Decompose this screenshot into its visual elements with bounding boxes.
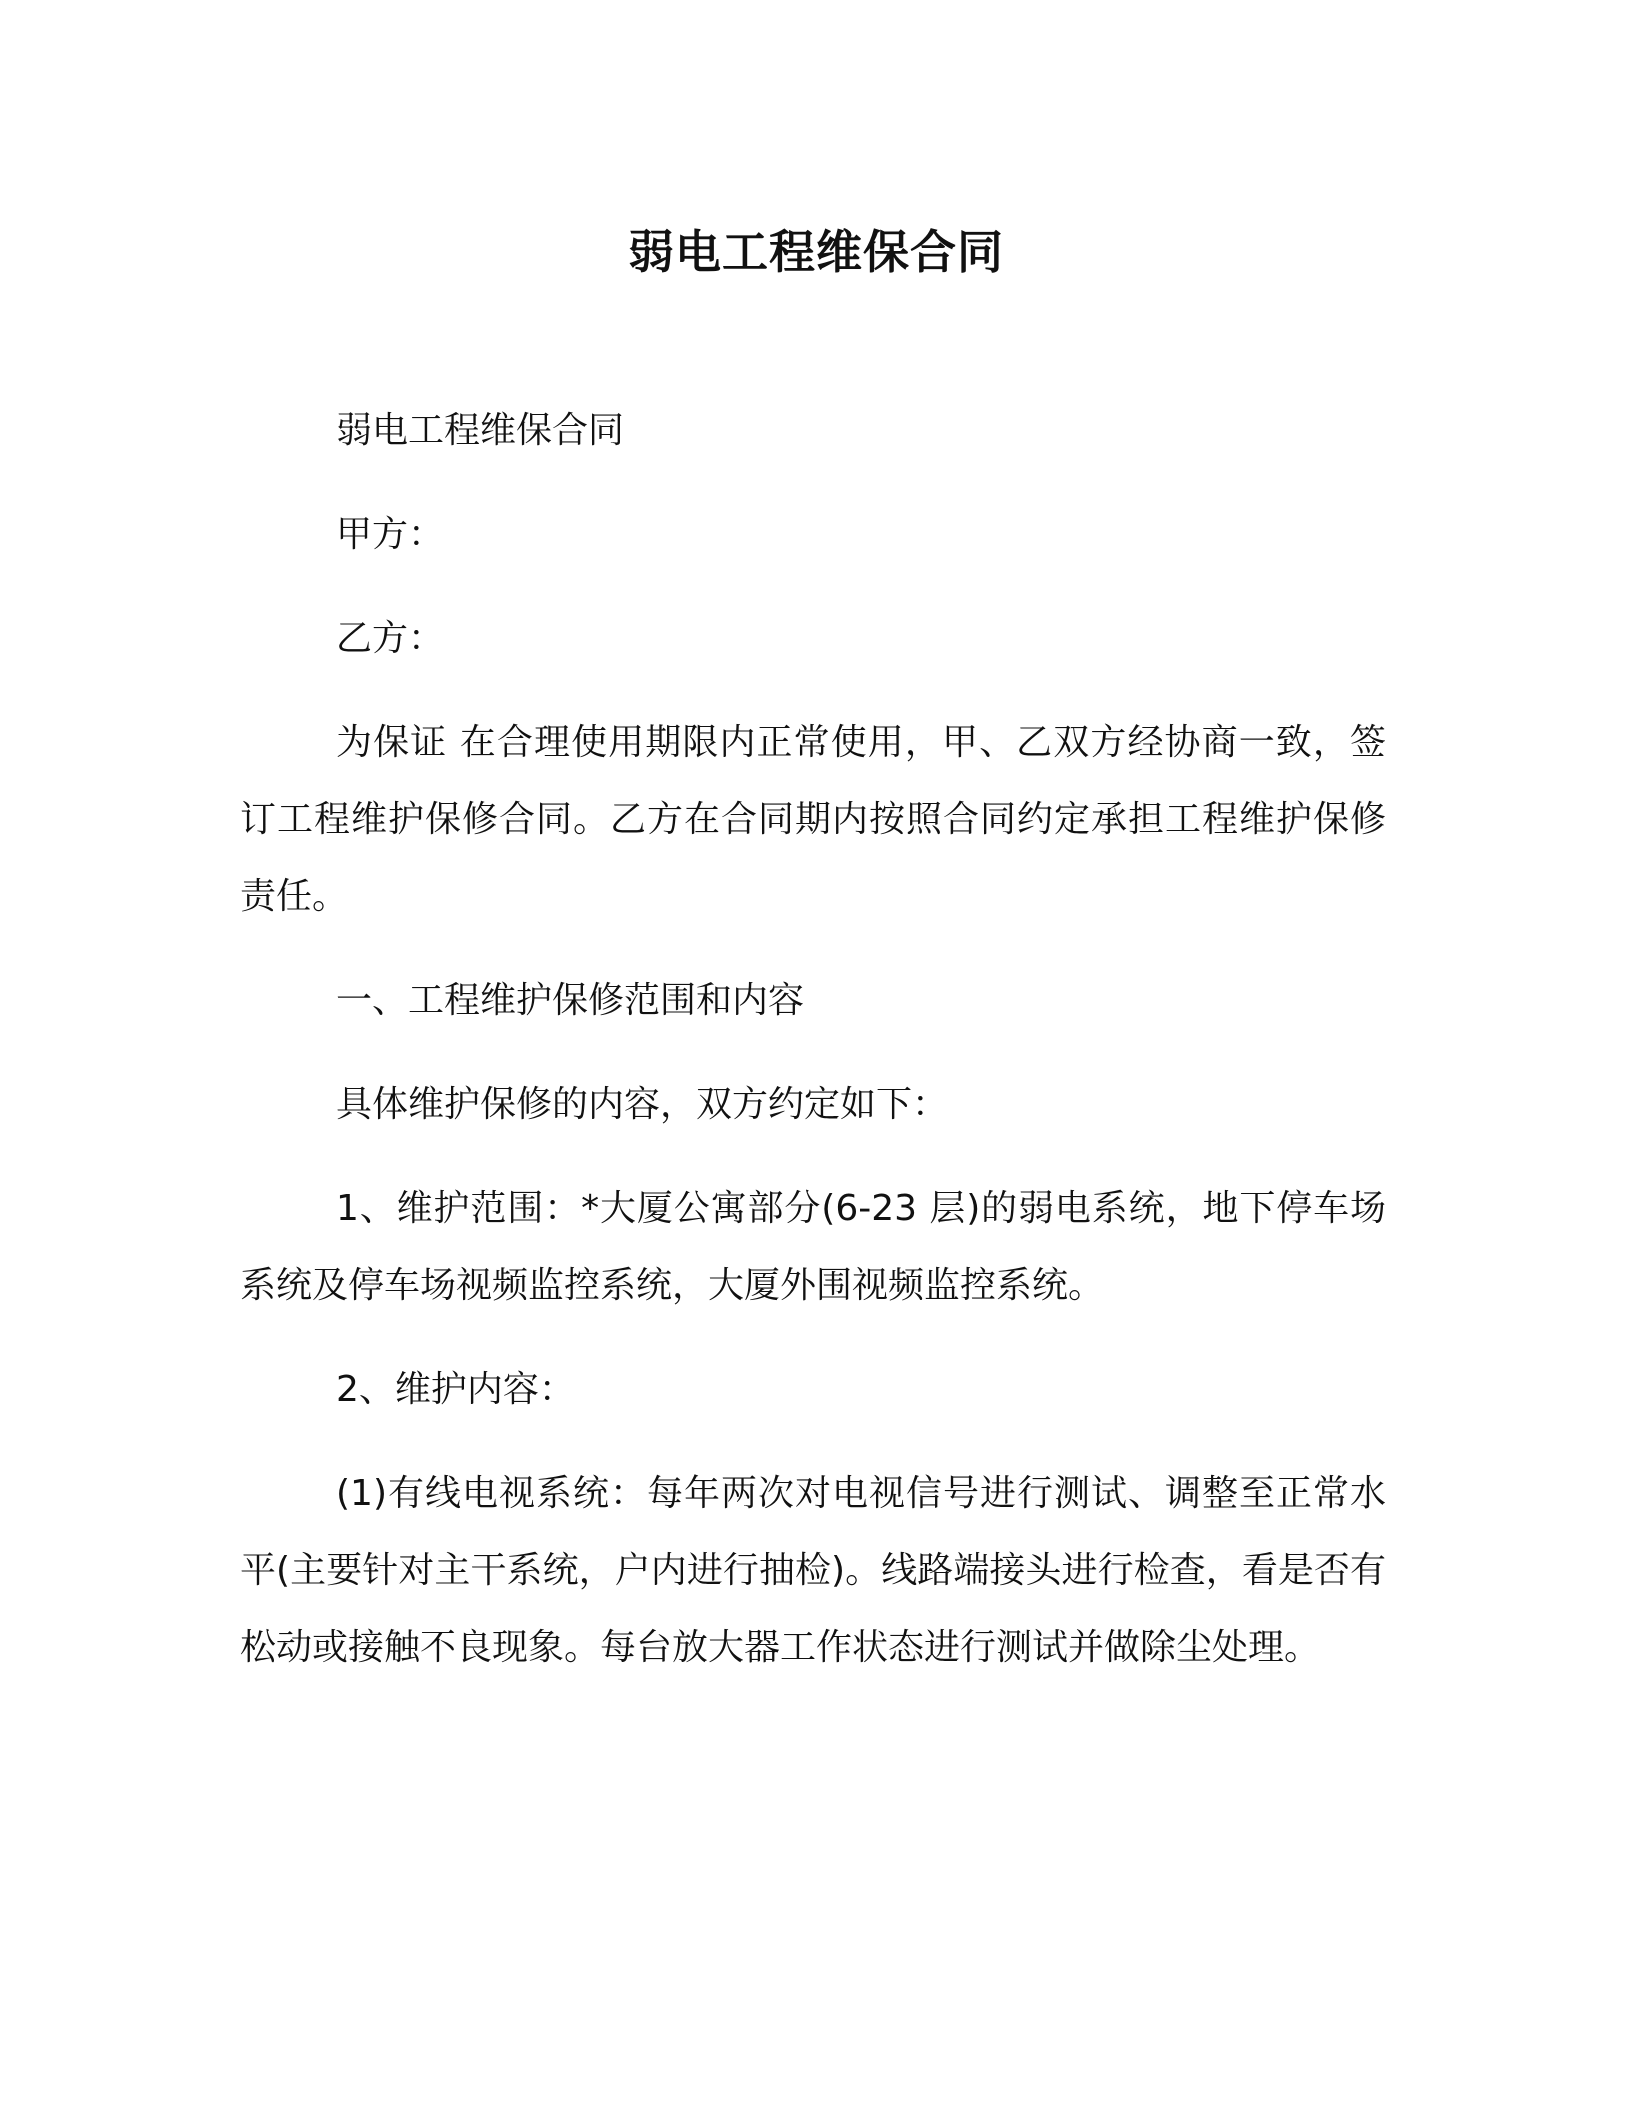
paragraph-preamble: 为保证 在合理使用期限内正常使用，甲、乙双方经协商一致，签订工程维护保修合同。乙方在合同期内按照合同约定承担工程维护保修责任。 <box>240 722 1386 917</box>
document-title: 弱电工程维保合同 <box>628 225 1004 279</box>
paragraph-cable-tv: (1)有线电视系统：每年两次对电视信号进行测试、调整至正常水平(主要针对主干系统，户内进行抽检)。线路端接头进行检查，看是否有松动或接触不良现象。每台放大器工作状态进行测试并做除尘处理。 <box>240 1473 1386 1668</box>
paragraph-party-a: 甲方： <box>336 514 445 555</box>
paragraph-party-b: 乙方： <box>336 618 445 659</box>
paragraph-scope-intro: 具体维护保修的内容，双方约定如下： <box>336 1084 949 1125</box>
paragraph-contract-name: 弱电工程维保合同 <box>336 410 625 451</box>
section-heading-scope: 一、工程维护保修范围和内容 <box>336 980 805 1021</box>
document-body <box>240 392 1386 1686</box>
paragraph-maintenance-content: 2、维护内容： <box>336 1369 575 1410</box>
paragraph-maintenance-range: 1、维护范围：*大厦公寓部分(6-23 层)的弱电系统，地下停车场系统及停车场视频监控系统，大厦外围视频监控系统。 <box>240 1188 1386 1306</box>
